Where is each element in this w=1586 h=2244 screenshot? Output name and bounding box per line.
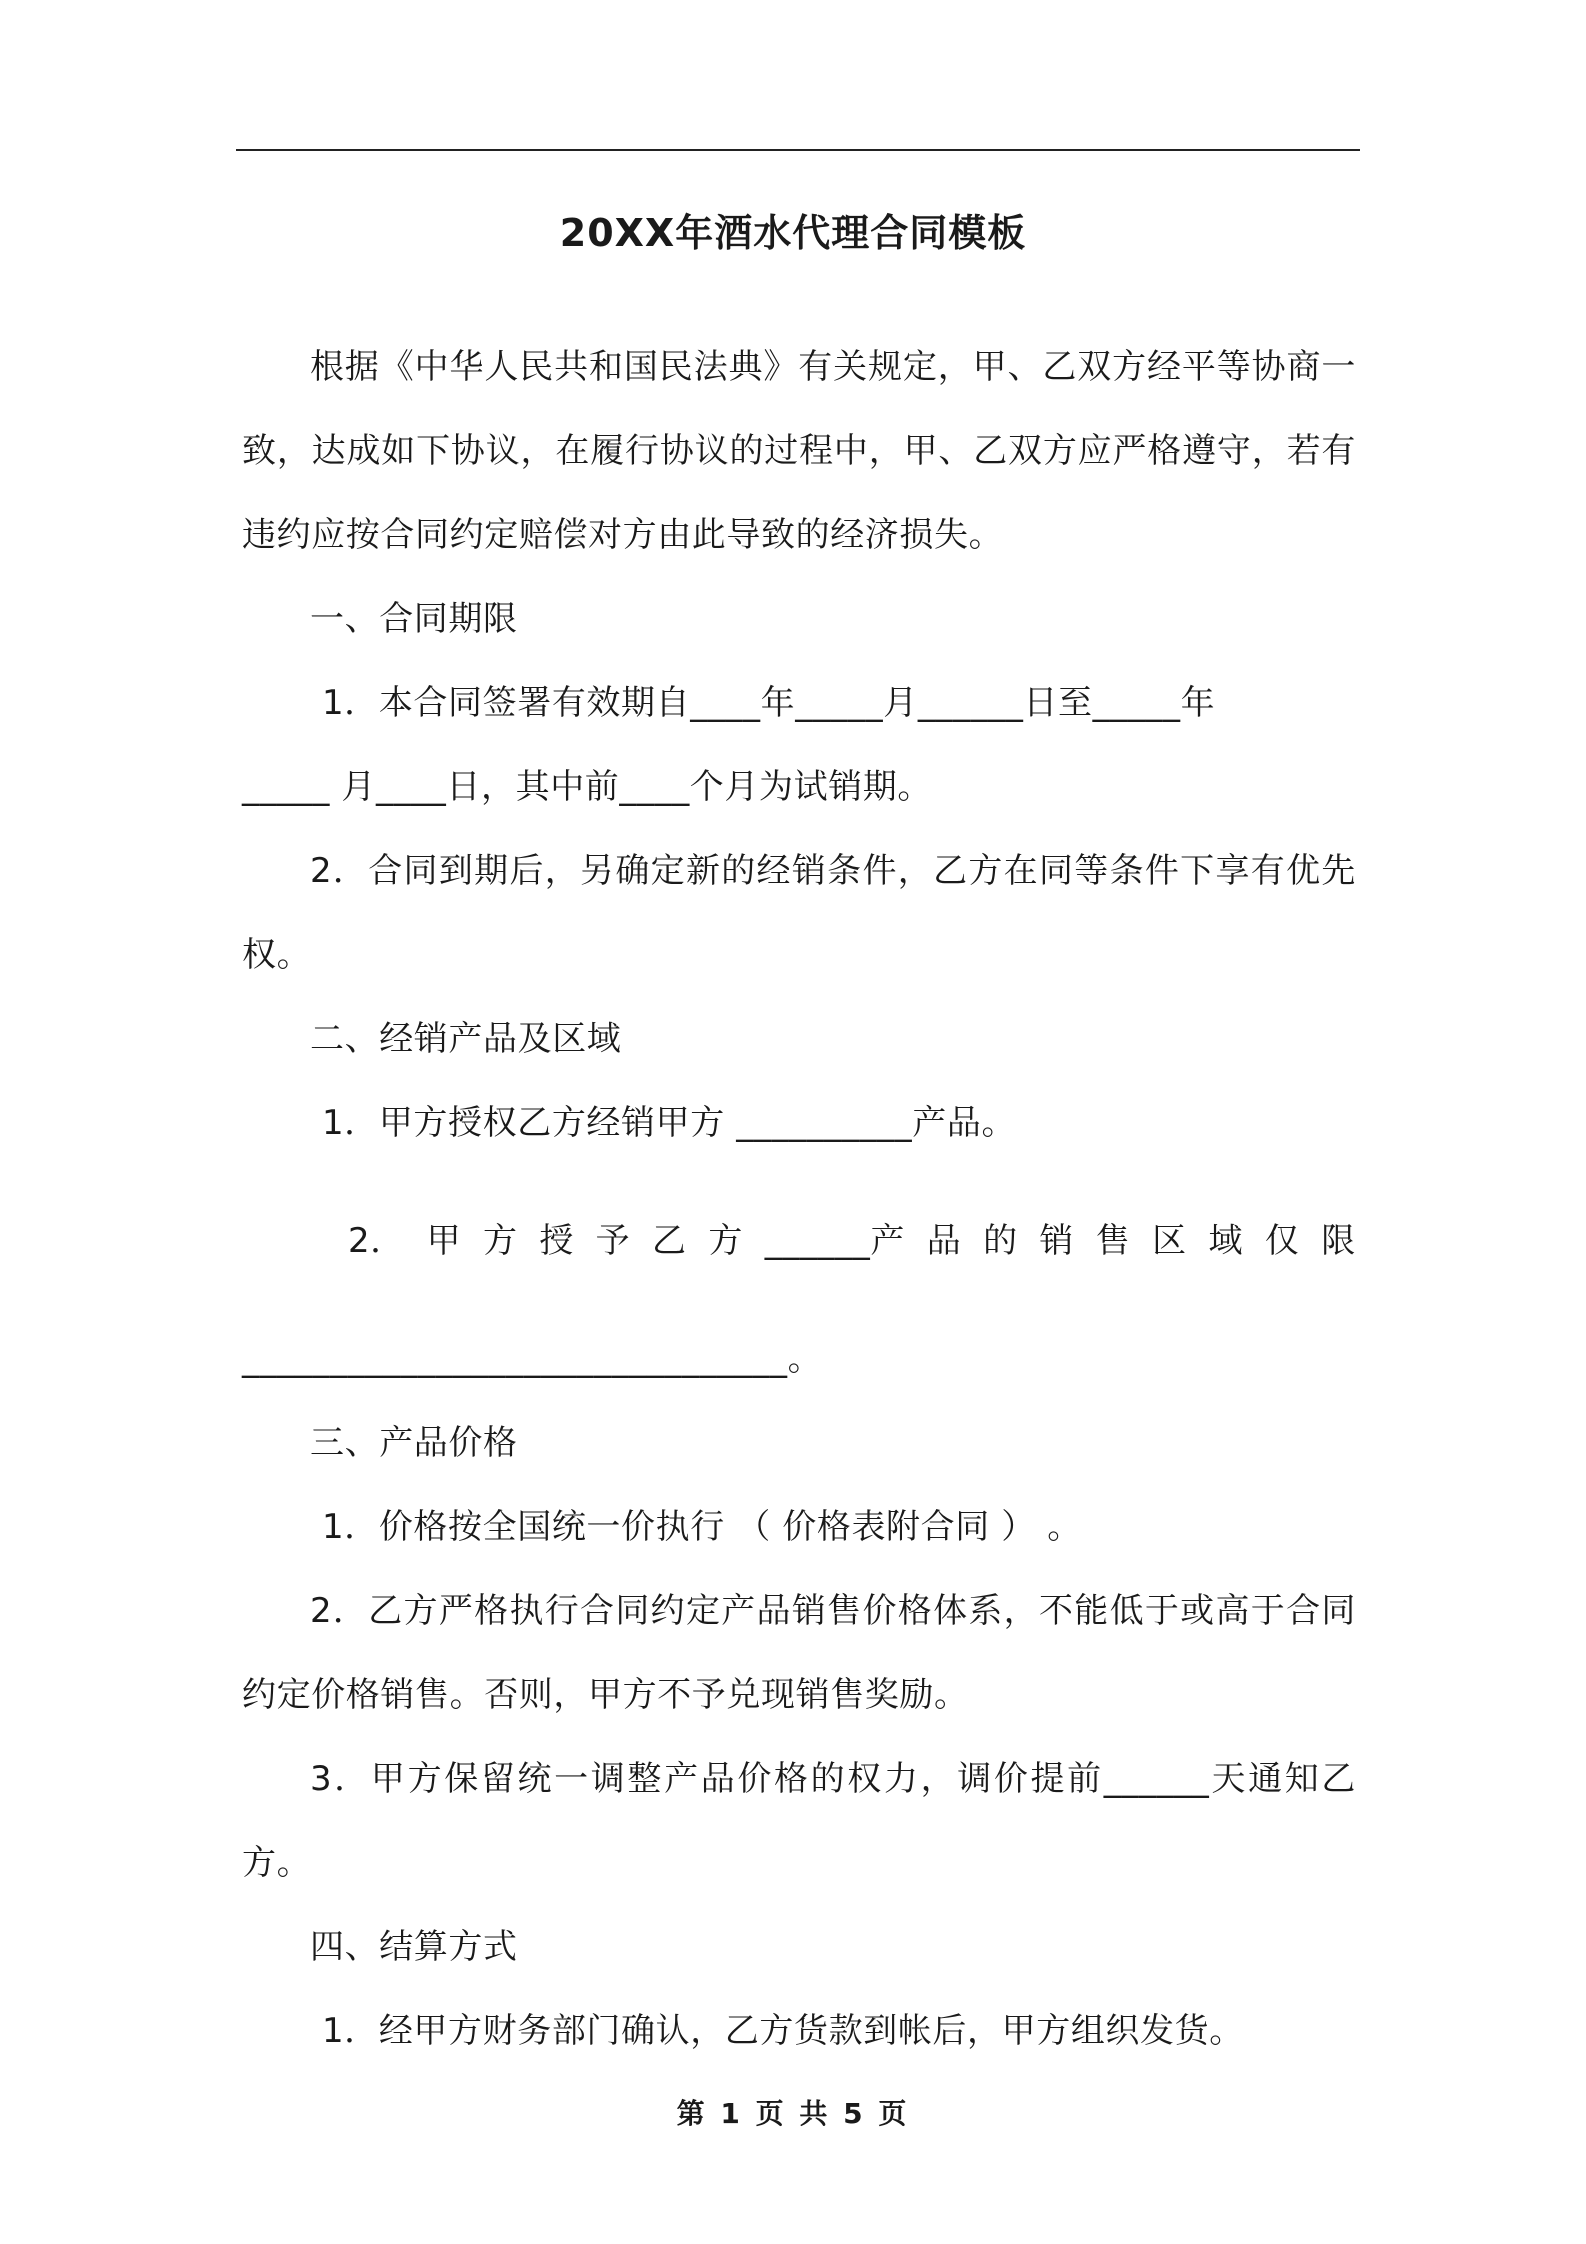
spread-text: 域 — [1208, 1221, 1244, 1261]
section-2-item-2-line-1 — [242, 1199, 1356, 1283]
section-1-heading: 一、合同期限 — [310, 599, 518, 639]
spread-text: 销 — [1039, 1221, 1075, 1261]
header-rule — [236, 149, 1360, 151]
spread-text: 甲 — [426, 1221, 462, 1261]
section-1-item-1-line-2: _____ 月____日，其中前____个月为试销期。 — [242, 767, 933, 807]
section-3-heading: 三、产品价格 — [310, 1423, 518, 1463]
spread-text: 的 — [983, 1221, 1018, 1261]
spread-text: 限 — [1321, 1221, 1356, 1261]
spread-text: ______产 — [764, 1221, 905, 1261]
spread-text: 方 — [482, 1221, 518, 1261]
section-1-item-2: 2．合同到期后，另确定新的经销条件，乙方在同等条件下享有优先权。 — [242, 851, 1356, 975]
spread-text: 授 — [539, 1221, 574, 1261]
section-2-item-1: 1．甲方授权乙方经销甲方 __________产品。 — [322, 1103, 1017, 1143]
section-4-item-1: 1．经甲方财务部门确认，乙方货款到帐后，甲方组织发货。 — [322, 2011, 1244, 2051]
page-number-footer: 第 1 页 共 5 页 — [676, 2097, 910, 2130]
spread-text: 予 — [595, 1221, 631, 1261]
document-title: 20XX年酒水代理合同模板 — [559, 211, 1027, 255]
section-1-item-1-line-1: 1．本合同签署有效期自____年_____月______日至_____年 — [322, 683, 1216, 723]
document-body — [242, 325, 1356, 2073]
section-3-item-2: 2．乙方严格执行合同约定产品销售价格体系，不能低于或高于合同约定价格销售。否则，甲方不予兑现销售奖励。 — [242, 1591, 1356, 1715]
section-3-item-1: 1．价格按全国统一价执行 （ 价格表附合同 ） 。 — [322, 1507, 1082, 1547]
spread-text: 区 — [1152, 1221, 1187, 1261]
spread-text: 2． — [348, 1221, 405, 1261]
intro-paragraph: 根据《中华人民共和国民法典》有关规定，甲、乙双方经平等协商一致，达成如下协议，在履行协议的过程中，甲、乙双方应严格遵守，若有违约应按合同约定赔偿对方由此导致的经济损失。 — [242, 347, 1356, 555]
spread-text: 方 — [708, 1221, 743, 1261]
spread-text: 乙 — [652, 1221, 687, 1261]
spread-text: 仅 — [1264, 1221, 1300, 1261]
spread-text: 售 — [1095, 1221, 1131, 1261]
section-3-item-3: 3．甲方保留统一调整产品价格的权力，调价提前______天通知乙方。 — [242, 1759, 1356, 1883]
section-2-item-2-line-2: _______________________________。 — [242, 1339, 823, 1379]
section-4-heading: 四、结算方式 — [310, 1927, 518, 1967]
section-2-heading: 二、经销产品及区域 — [310, 1019, 622, 1059]
spread-text: 品 — [926, 1221, 962, 1261]
